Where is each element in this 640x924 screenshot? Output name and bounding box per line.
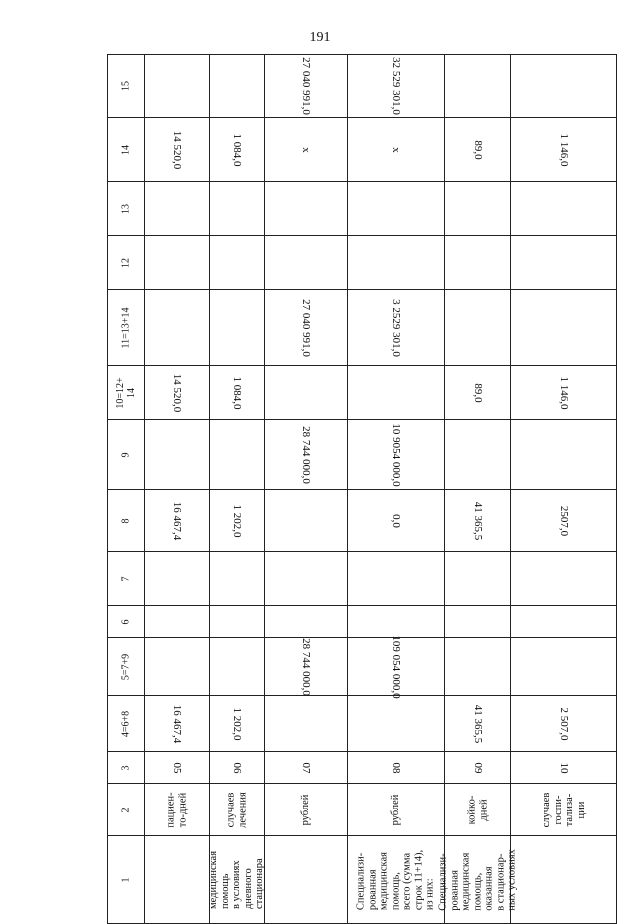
table-cell xyxy=(511,552,617,606)
table-cell xyxy=(511,118,617,182)
table-cell xyxy=(210,236,265,290)
table-cell xyxy=(511,696,617,752)
header-cell xyxy=(108,290,145,366)
table-cell xyxy=(145,182,210,236)
table-cell xyxy=(348,236,445,290)
header-label: 10=12+ 14 xyxy=(115,376,137,409)
table-cell xyxy=(210,606,265,638)
table-column-5 xyxy=(108,638,617,696)
header-cell xyxy=(108,366,145,420)
table-cell xyxy=(265,638,348,696)
header-label: 4=6+8 xyxy=(120,710,132,737)
table-column-13 xyxy=(108,182,617,236)
table-cell xyxy=(437,836,518,924)
table-cell xyxy=(445,696,511,752)
value-text: 10 xyxy=(557,762,570,773)
table-cell xyxy=(445,55,511,118)
table-cell xyxy=(145,606,210,638)
table-cell xyxy=(445,290,511,366)
table-column-14 xyxy=(108,118,617,182)
value-text: 3 2529 301,0 xyxy=(390,298,402,357)
table-cell xyxy=(511,784,617,836)
table-column-7 xyxy=(108,552,617,606)
value-text: 27 040 991,0 xyxy=(300,298,312,357)
header-label: 8 xyxy=(120,518,132,523)
table-cell xyxy=(265,696,348,752)
statistics-table xyxy=(107,54,617,924)
table-cell xyxy=(445,366,511,420)
value-text: 2 507,0 xyxy=(557,707,570,740)
table-cell xyxy=(348,752,445,784)
table-cell xyxy=(145,752,210,784)
table-cell xyxy=(210,366,265,420)
table-cell xyxy=(445,552,511,606)
value-text: x xyxy=(390,146,402,153)
table-cell xyxy=(511,606,617,638)
header-cell xyxy=(108,236,145,290)
table-cell xyxy=(265,182,348,236)
table-cell xyxy=(348,696,445,752)
table-cell xyxy=(348,784,445,836)
table-cell xyxy=(265,606,348,638)
table-cell xyxy=(511,836,617,924)
table-cell xyxy=(348,118,445,182)
value-text: 27 040 991,0 xyxy=(300,57,312,115)
value-text: 08 xyxy=(390,762,402,773)
unit-text: рублей xyxy=(390,794,402,825)
table-cell xyxy=(445,182,511,236)
value-text: 05 xyxy=(171,762,183,773)
table-cell xyxy=(348,606,445,638)
table-cell xyxy=(265,784,348,836)
label-text: Специализи- рованная медицинская помощь, всего (сумма строк 11+14), из них: xyxy=(355,849,436,910)
table-cell xyxy=(445,752,511,784)
table-cell xyxy=(145,55,210,118)
table-cell xyxy=(145,118,210,182)
table-cell xyxy=(445,490,511,552)
header-cell xyxy=(108,638,145,696)
header-label: 14 xyxy=(120,144,132,155)
value-text: 09 xyxy=(471,762,484,773)
table-cell xyxy=(145,236,210,290)
header-cell xyxy=(108,752,145,784)
table-cell xyxy=(348,552,445,606)
table-column-9 xyxy=(108,420,617,490)
table-column-8 xyxy=(108,490,617,552)
table-cell xyxy=(445,784,511,836)
table-cell xyxy=(348,290,445,366)
table-cell xyxy=(145,490,210,552)
value-text: 41 365,5 xyxy=(471,501,484,540)
header-cell xyxy=(108,696,145,752)
table-cell xyxy=(145,366,210,420)
header-cell xyxy=(108,606,145,638)
header-label: 12 xyxy=(120,257,132,268)
table-cell xyxy=(265,420,348,490)
table-cell xyxy=(265,836,348,924)
value-text: x xyxy=(300,146,312,153)
value-text: 1 202,0 xyxy=(231,504,243,537)
table-cell xyxy=(511,55,617,118)
value-text: 07 xyxy=(300,762,312,773)
header-cell xyxy=(108,490,145,552)
table-cell xyxy=(348,366,445,420)
header-label: 9 xyxy=(120,452,132,457)
value-text: 1 202,0 xyxy=(231,707,243,740)
value-text: 14 520,0 xyxy=(171,373,183,412)
value-text: 1 146,0 xyxy=(557,133,570,166)
header-label: 7 xyxy=(120,576,132,581)
value-text: 28 744 000,0 xyxy=(300,425,312,484)
header-label: 6 xyxy=(120,619,132,624)
table-cell xyxy=(145,836,210,924)
header-cell xyxy=(108,784,145,836)
value-text: 109 054 000,0 xyxy=(390,634,402,699)
value-text: 32 529 301,0 xyxy=(390,57,402,115)
table-column-4 xyxy=(108,696,617,752)
header-label: 1 xyxy=(120,877,132,882)
table-cell xyxy=(210,490,265,552)
table-cell xyxy=(210,638,265,696)
value-text: 16 467,4 xyxy=(171,501,183,540)
header-label: 5=7+9 xyxy=(120,653,132,680)
value-text: 06 xyxy=(231,762,243,773)
table-cell xyxy=(348,634,445,699)
header-cell xyxy=(108,836,145,924)
table-cell xyxy=(511,290,617,366)
table-column-3 xyxy=(108,752,617,784)
table-column-6 xyxy=(108,606,617,638)
table-cell xyxy=(210,552,265,606)
table-cell xyxy=(210,182,265,236)
unit-text: пациен- то-дней xyxy=(165,791,188,828)
value-text: 0,0 xyxy=(390,513,402,528)
header-cell xyxy=(108,55,145,118)
table-cell xyxy=(265,55,348,118)
table-cell xyxy=(511,638,617,696)
table-cell xyxy=(210,118,265,182)
table-cell xyxy=(511,420,617,490)
table-cell xyxy=(145,638,210,696)
table-cell xyxy=(445,420,511,490)
table-cell xyxy=(210,784,265,836)
table-cell xyxy=(265,366,348,420)
table-cell xyxy=(511,182,617,236)
table-cell xyxy=(265,118,348,182)
header-label: 15 xyxy=(120,81,132,91)
table-cell xyxy=(145,552,210,606)
unit-text: случаев госпи- тализа- ции xyxy=(540,792,587,827)
table-cell xyxy=(445,236,511,290)
header-label: 11=13+14 xyxy=(120,307,132,348)
table-cell xyxy=(210,836,265,924)
table-cell xyxy=(348,836,445,924)
table-column-10 xyxy=(108,366,617,420)
table-column-11 xyxy=(108,290,617,366)
table-cell xyxy=(265,490,348,552)
label-text: медицинская помощь в условиях дневного стационара xyxy=(208,850,266,909)
table-cell xyxy=(511,752,617,784)
value-text: 28 744 000,0 xyxy=(300,637,312,696)
table-cell xyxy=(265,752,348,784)
value-text: 10 9054 000,0 xyxy=(390,422,402,487)
value-text: 1 084,0 xyxy=(231,133,243,166)
table-cell xyxy=(145,290,210,366)
table-cell xyxy=(445,606,511,638)
value-text: 1 146,0 xyxy=(557,376,570,409)
table-cell xyxy=(445,118,511,182)
header-cell xyxy=(108,118,145,182)
value-text: 41 365,5 xyxy=(471,704,484,743)
value-text: 89,0 xyxy=(471,382,484,403)
header-cell xyxy=(108,552,145,606)
table-cell xyxy=(511,236,617,290)
table-column-12 xyxy=(108,236,617,290)
unit-text: койко- дней xyxy=(465,795,489,824)
header-label: 2 xyxy=(120,807,132,812)
table-cell xyxy=(265,290,348,366)
page-number: 191 xyxy=(309,30,331,45)
table-cell xyxy=(445,638,511,696)
value-text: 16 467,4 xyxy=(171,704,183,743)
unit-text: случаев лечения xyxy=(225,791,248,828)
label-text: Специализи- рованная медицинская помощь, оказанная в стационар- ных условиях xyxy=(437,848,518,911)
table-cell xyxy=(210,55,265,118)
table-cell xyxy=(265,552,348,606)
table-cell xyxy=(511,490,617,552)
header-cell xyxy=(108,182,145,236)
header-label: 13 xyxy=(120,203,132,214)
table-column-15 xyxy=(108,55,617,118)
table-cell xyxy=(210,420,265,490)
value-text: 89,0 xyxy=(471,139,484,160)
table-cell xyxy=(145,420,210,490)
value-text: 2507,0 xyxy=(557,505,570,536)
table-cell xyxy=(348,490,445,552)
table-cell xyxy=(265,236,348,290)
table-column-1 xyxy=(108,836,617,924)
table-cell xyxy=(348,55,445,118)
header-cell xyxy=(108,420,145,490)
table-cell xyxy=(348,182,445,236)
value-text: 14 520,0 xyxy=(171,130,183,169)
value-text: 1 084,0 xyxy=(231,376,243,409)
table-cell xyxy=(210,752,265,784)
unit-text: рублей xyxy=(300,794,312,825)
table-cell xyxy=(348,420,445,490)
table-cell xyxy=(145,784,210,836)
header-label: 3 xyxy=(120,765,132,770)
table-column-2 xyxy=(108,784,617,836)
table-cell xyxy=(210,696,265,752)
table-cell xyxy=(210,290,265,366)
table-cell xyxy=(511,366,617,420)
table-cell xyxy=(145,696,210,752)
